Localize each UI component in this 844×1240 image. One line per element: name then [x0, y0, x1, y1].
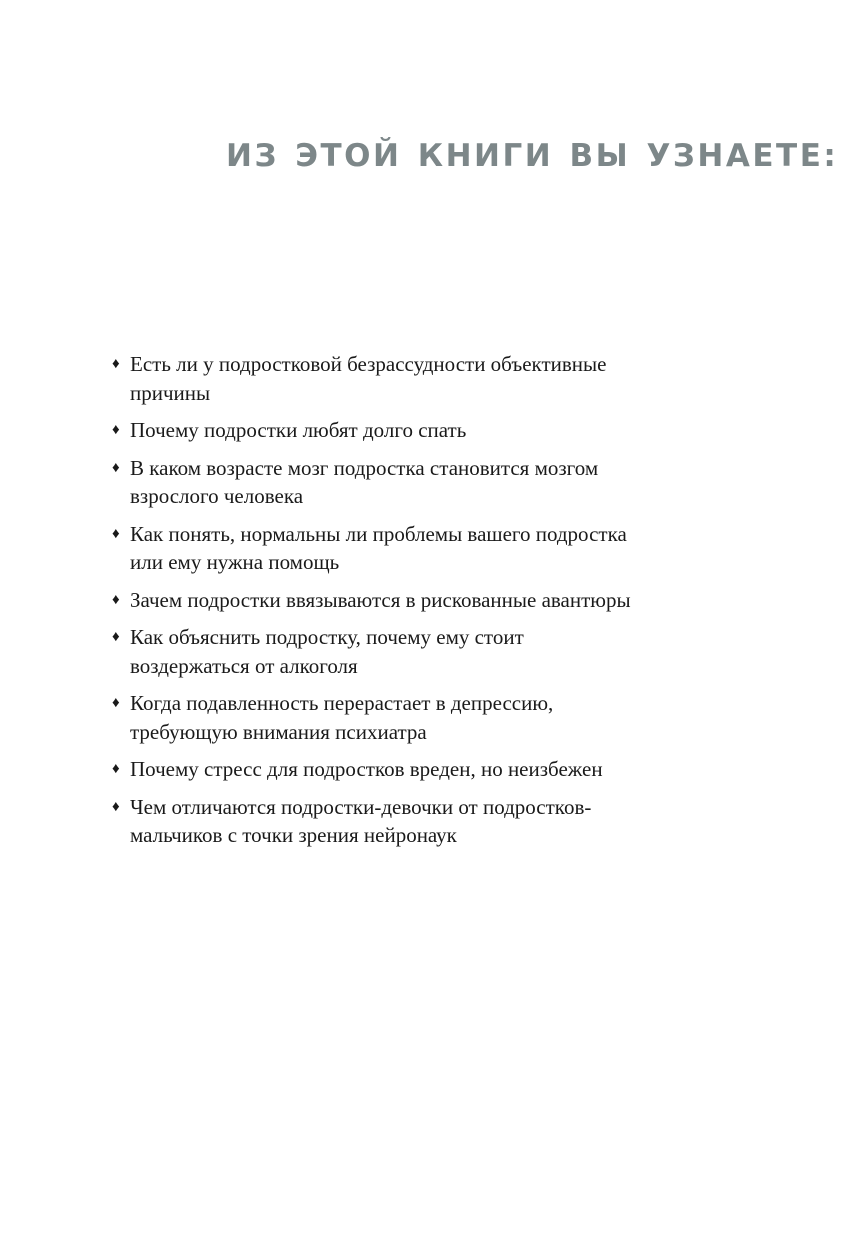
list-item-text: Как объяснить подростку, почему ему стоит [130, 625, 524, 649]
diamond-bullet-icon: ♦ [112, 525, 120, 542]
list-item-text: мальчиков с точки зрения нейронаук [130, 823, 457, 847]
list-item-text: требующую внимания психиатра [130, 719, 427, 744]
list-item [112, 793, 752, 850]
list-item-text: или ему нужна помощь [130, 550, 340, 574]
list-item [112, 623, 752, 680]
topics-list [112, 350, 752, 859]
list-item-text: Как понять, нормальны ли проблемы вашего подростка [130, 521, 627, 546]
list-item-text: Зачем подростки ввязываются в рискованные авантюры [130, 587, 631, 612]
list-item-text: причины [130, 380, 211, 405]
list-item [112, 454, 752, 511]
list-item [112, 689, 752, 746]
list-item [112, 586, 752, 615]
list-item [112, 520, 752, 577]
list-item [112, 416, 752, 445]
list-item-text: Почему подростки любят долго спать [130, 418, 467, 442]
page-heading: ИЗ ЭТОЙ КНИГИ ВЫ УЗНАЕТЕ: [226, 138, 839, 174]
diamond-bullet-icon: ♦ [112, 629, 120, 645]
diamond-bullet-icon: ♦ [112, 798, 120, 815]
diamond-bullet-icon: ♦ [112, 422, 120, 438]
diamond-bullet-icon: ♦ [112, 591, 120, 608]
diamond-bullet-icon: ♦ [112, 695, 120, 711]
list-item-text: Почему стресс для подростков вреден, но неизбежен [130, 757, 603, 781]
list-item [112, 755, 752, 784]
list-item [112, 350, 752, 407]
list-item-text: Есть ли у подростковой безрассудности объективные [130, 352, 607, 376]
list-item-text: Когда подавленность перерастает в депрессию, [130, 691, 554, 715]
list-item-text: В каком возрасте мозг подростка становится мозгом [130, 455, 599, 480]
diamond-bullet-icon: ♦ [112, 356, 120, 372]
list-item-text: взрослого человека [130, 484, 304, 508]
list-item-text: Чем отличаются подростки-девочки от подростков- [130, 794, 592, 819]
diamond-bullet-icon: ♦ [112, 761, 120, 777]
list-item-text: воздержаться от алкоголя [130, 653, 358, 678]
diamond-bullet-icon: ♦ [112, 459, 120, 476]
